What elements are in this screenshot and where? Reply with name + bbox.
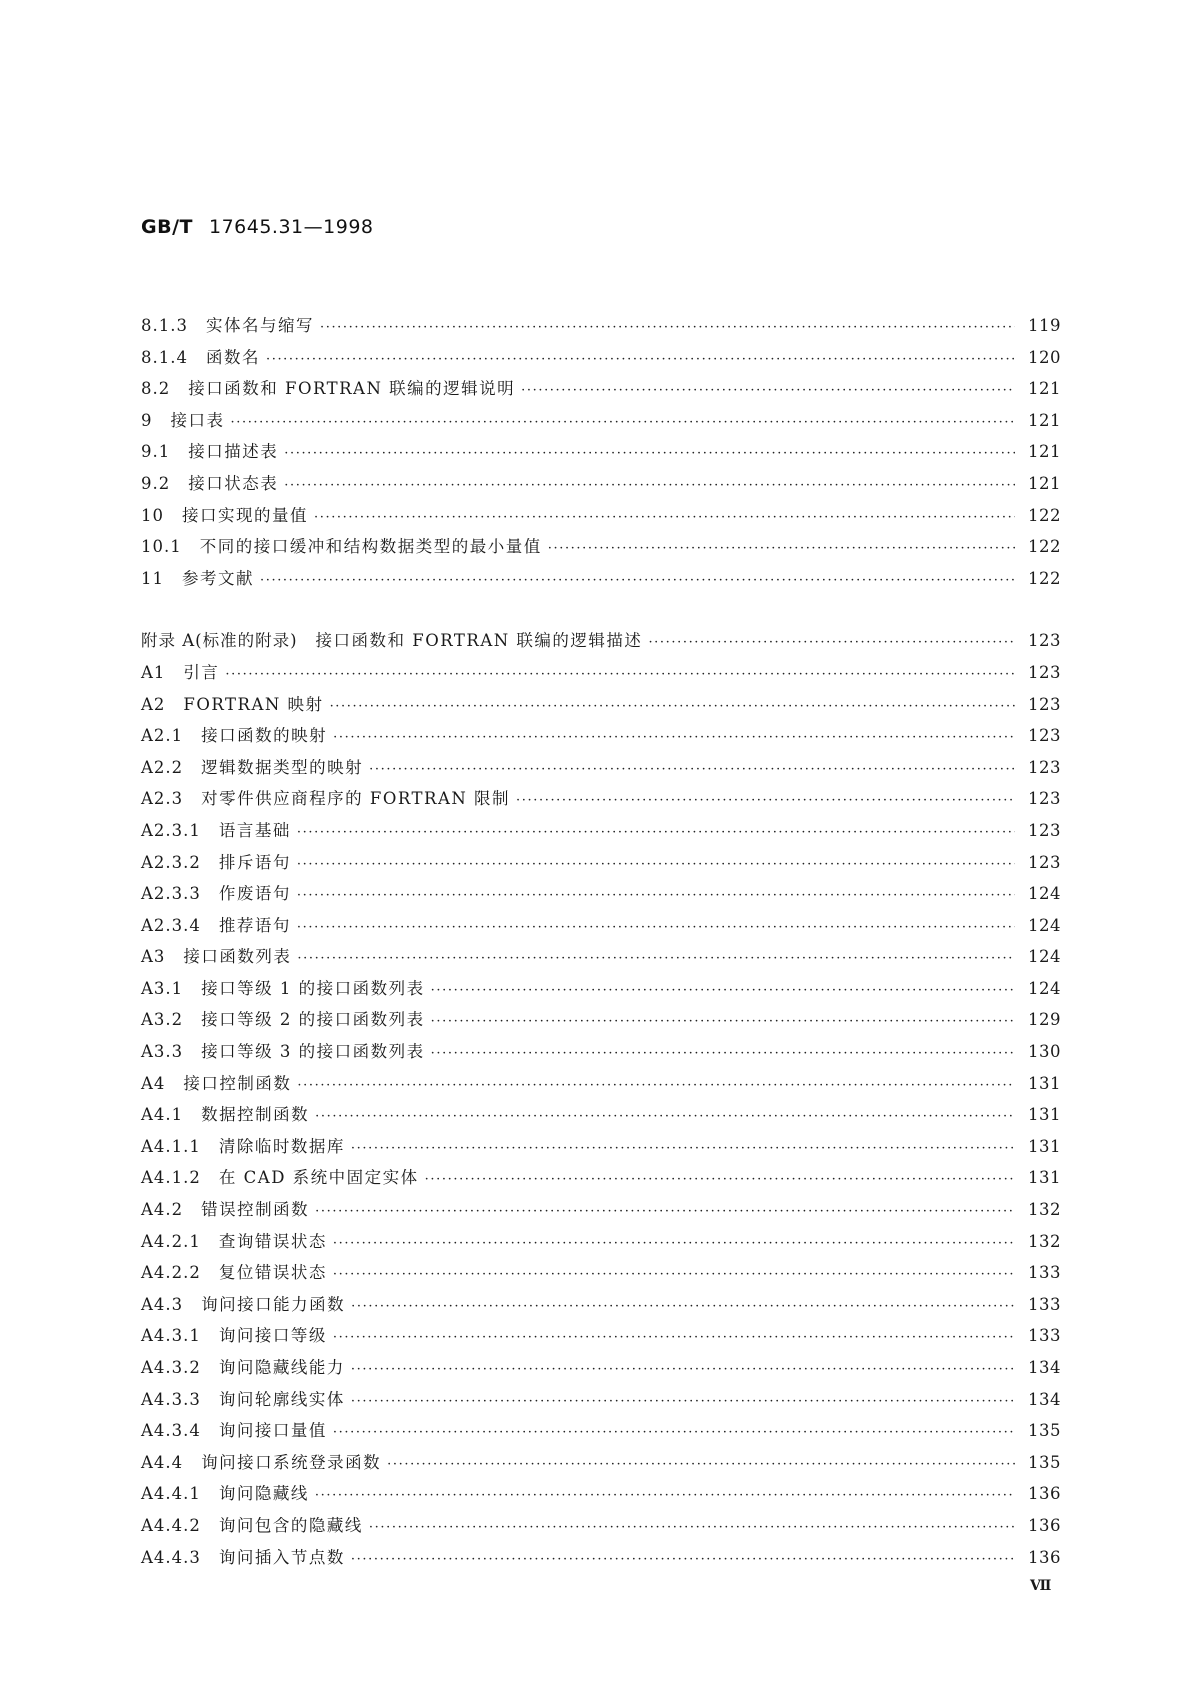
toc-entry-number: 8.2 [141, 379, 171, 399]
toc-entry-page: 123 [1028, 757, 1061, 777]
toc-entry [141, 531, 1061, 563]
toc-entry-title: 复位错误状态 [218, 1263, 327, 1283]
toc-entry-page: 124 [1028, 978, 1061, 998]
toc-entry [141, 1352, 1061, 1384]
dot-leader [225, 659, 1015, 691]
dot-leader [297, 1070, 1015, 1102]
toc-entry-number: A4.3.3 [141, 1389, 201, 1409]
toc-entry-number: 11 [141, 568, 164, 588]
toc-entry [141, 1289, 1061, 1321]
toc-entry-page: 134 [1028, 1358, 1061, 1377]
toc-entry-page: 122 [1028, 505, 1061, 525]
toc-entry-page: 123 [1028, 662, 1061, 682]
toc-entry-page: 131 [1028, 1168, 1061, 1188]
toc-entry-title: 语言基础 [218, 820, 291, 840]
toc-entry [141, 752, 1061, 784]
toc-entry-number: A2.3.2 [141, 852, 201, 872]
toc-entry-page: 131 [1028, 1136, 1061, 1156]
toc-entry-title: 作废语句 [218, 884, 291, 904]
toc-entry-title: 接口等级 2 的接口函数列表 [201, 1010, 425, 1030]
toc-entry-page: 121 [1028, 473, 1061, 493]
dot-leader [231, 407, 1016, 439]
toc-entry-title: 实体名与缩写 [205, 316, 314, 335]
toc-entry-page: 123 [1028, 789, 1061, 809]
toc-entry-title: 接口状态表 [188, 473, 279, 493]
dot-leader [314, 502, 1015, 534]
toc-entry-number: A4.3 [141, 1294, 184, 1314]
toc-entry [141, 1162, 1061, 1194]
toc-entry-title: 接口函数和 FORTRAN 联编的逻辑说明 [188, 379, 516, 399]
toc-entry-page: 124 [1028, 915, 1061, 935]
toc-entry-number: A4.2 [141, 1200, 184, 1220]
toc-entry [141, 1226, 1061, 1258]
toc-entry-page: 136 [1028, 1547, 1061, 1567]
toc-entry-number: 8.1.4 [141, 347, 188, 367]
toc-entry-number: A2.2 [141, 757, 184, 777]
toc-entry-title: 询问接口能力函数 [201, 1294, 346, 1314]
toc-entry-number: A3.2 [141, 1010, 184, 1030]
toc-entry-title: 接口函数列表 [183, 947, 292, 967]
toc-entry-page: 124 [1028, 947, 1061, 967]
toc-entry [141, 720, 1061, 752]
toc-entry-title: 接口控制函数 [183, 1073, 292, 1093]
toc-entry [141, 310, 1061, 342]
toc-entry [141, 1320, 1061, 1352]
dot-leader [425, 1164, 1015, 1196]
toc-entry [141, 1447, 1061, 1479]
dot-leader [351, 1354, 1015, 1386]
toc-entry-title: 接口等级 1 的接口函数列表 [201, 978, 425, 998]
toc-entry [141, 657, 1061, 689]
dot-leader [330, 691, 1015, 723]
toc-entry-page: 133 [1028, 1294, 1061, 1314]
dot-leader [320, 312, 1015, 344]
toc-entry-number: A4.1.1 [141, 1136, 201, 1156]
toc-entry [141, 1194, 1061, 1226]
document-header [141, 216, 374, 238]
toc-entry [141, 1099, 1061, 1131]
toc-entry-page: 121 [1028, 410, 1061, 430]
toc-entry [141, 373, 1061, 405]
toc-entry-number: A4.4.3 [141, 1547, 201, 1567]
dot-leader [284, 438, 1015, 470]
toc-entry-title: 询问隐藏线能力 [218, 1358, 345, 1377]
toc-entry-number: A2 [141, 694, 166, 714]
toc-entry-page: 121 [1028, 442, 1061, 462]
toc-entry-title: 接口表 [170, 410, 225, 430]
toc-entry-number: 10 [141, 505, 164, 525]
toc-entry [141, 910, 1061, 942]
dot-leader [431, 1038, 1015, 1070]
toc-entry-title: 询问接口等级 [218, 1326, 327, 1346]
dot-leader [315, 1196, 1015, 1228]
toc-entry-number: A4.4.2 [141, 1515, 201, 1535]
toc-entry-number: A3.1 [141, 978, 184, 998]
toc-entry-page: 134 [1028, 1389, 1061, 1409]
toc-entry [141, 468, 1061, 500]
toc-entry-number: A4.2.1 [141, 1231, 201, 1251]
toc-entry-title: 错误控制函数 [201, 1200, 310, 1220]
toc-entry-title: 询问包含的隐藏线 [218, 1515, 363, 1535]
toc-entry-number: A1 [141, 662, 166, 682]
toc-entry-number: 9.1 [141, 442, 171, 462]
dot-leader [369, 1512, 1015, 1544]
toc-entry [141, 1542, 1061, 1574]
toc-entry-page: 123 [1028, 631, 1061, 651]
toc-entry-number: A2.3.3 [141, 884, 201, 904]
toc-entry-title: 逻辑数据类型的映射 [201, 757, 364, 777]
toc-entry-title: 询问接口系统登录函数 [201, 1452, 382, 1472]
toc-entry-title: 查询错误状态 [218, 1231, 327, 1251]
toc-entry-page: 129 [1028, 1010, 1061, 1030]
toc-entry [141, 878, 1061, 910]
toc-entry-page: 123 [1028, 852, 1061, 872]
toc-entry-title: 接口实现的量值 [182, 505, 308, 525]
toc-entry [141, 783, 1061, 815]
dot-leader [297, 912, 1015, 944]
dot-leader [351, 1133, 1015, 1165]
toc-entry-number: A4.3.2 [141, 1358, 201, 1377]
toc-entry-page: 131 [1028, 1073, 1061, 1093]
toc-entry-page: 123 [1028, 820, 1061, 840]
toc-entry-title: 数据控制函数 [201, 1105, 310, 1125]
toc-entry-title: 询问接口量值 [218, 1421, 327, 1441]
toc-entry [141, 973, 1061, 1005]
toc-entry-title: 接口描述表 [188, 442, 279, 462]
toc-entry-number: A2.3 [141, 789, 184, 809]
toc-entry-page: 136 [1028, 1515, 1061, 1535]
toc-entry-number: A3.3 [141, 1042, 184, 1062]
toc-entry [141, 1004, 1061, 1036]
toc-entry-page: 133 [1028, 1326, 1061, 1346]
toc-entry-page: 132 [1028, 1231, 1061, 1251]
toc-entry-number: A4.4 [141, 1452, 184, 1472]
toc-entry [141, 1478, 1061, 1510]
toc-entry-title: 询问插入节点数 [218, 1547, 345, 1567]
dot-leader [315, 1480, 1015, 1512]
standard-code: GB/T [141, 216, 193, 238]
toc-entry-page: 119 [1028, 316, 1061, 335]
toc-entry [141, 436, 1061, 468]
toc-entry [141, 1068, 1061, 1100]
dot-leader [351, 1291, 1015, 1323]
dot-leader [297, 849, 1015, 881]
dot-leader [333, 722, 1015, 754]
toc-entry-page: 122 [1028, 568, 1061, 588]
toc-entry-number: A3 [141, 947, 166, 967]
toc-entry [141, 689, 1061, 721]
toc-entry-title: 参考文献 [182, 568, 254, 588]
toc-entry [141, 405, 1061, 437]
section-gap [141, 594, 1061, 625]
toc-entry-number: A2.3.1 [141, 820, 201, 840]
toc-entry-title: 接口等级 3 的接口函数列表 [201, 1042, 425, 1062]
toc-entry-title: 函数名 [205, 347, 260, 367]
toc-entry-number: 附录 A(标准的附录) [141, 631, 298, 651]
dot-leader [266, 344, 1015, 376]
toc-entry [141, 563, 1061, 595]
dot-leader [297, 880, 1015, 912]
toc-entry-page: 130 [1028, 1042, 1061, 1062]
dot-leader [333, 1322, 1015, 1354]
toc-entry [141, 1036, 1061, 1068]
page-number: Ⅶ [1030, 1578, 1053, 1594]
dot-leader [315, 1101, 1015, 1133]
toc-entry-page: 122 [1028, 537, 1061, 557]
toc-entry [141, 342, 1061, 374]
dot-leader [516, 785, 1015, 817]
toc-entry-page: 124 [1028, 884, 1061, 904]
dot-leader [648, 627, 1015, 659]
toc-entry-page: 133 [1028, 1263, 1061, 1283]
toc-entry-title: 接口函数的映射 [201, 726, 328, 746]
toc-entry-title: 不同的接口缓冲和结构数据类型的最小量值 [199, 537, 542, 557]
toc-entry-number: A4.3.4 [141, 1421, 201, 1441]
toc-entry [141, 1257, 1061, 1289]
dot-leader [333, 1259, 1015, 1291]
dot-leader [387, 1449, 1015, 1481]
dot-leader [351, 1544, 1015, 1576]
toc-entry-title: 引言 [183, 662, 220, 682]
toc-entry-number: A4.3.1 [141, 1326, 201, 1346]
toc-entry [141, 1131, 1061, 1163]
dot-leader [333, 1228, 1015, 1260]
toc-entry [141, 1384, 1061, 1416]
toc-entry-page: 135 [1028, 1452, 1061, 1472]
toc-section-appendix [141, 625, 1061, 1573]
toc-entry-title: FORTRAN 映射 [183, 694, 324, 714]
toc-entry-number: A2.1 [141, 726, 184, 746]
table-of-contents [141, 310, 1061, 1573]
toc-entry-number: A2.3.4 [141, 915, 201, 935]
toc-entry-title: 对零件供应商程序的 FORTRAN 限制 [201, 789, 511, 809]
dot-leader [369, 754, 1015, 786]
toc-entry-page: 123 [1028, 726, 1061, 746]
dot-leader [333, 1417, 1015, 1449]
toc-entry-number: 9.2 [141, 473, 171, 493]
toc-entry-number: A4.4.1 [141, 1484, 201, 1504]
toc-entry-number: A4.2.2 [141, 1263, 201, 1283]
toc-entry-page: 120 [1028, 347, 1061, 367]
dot-leader [284, 470, 1015, 502]
dot-leader [297, 817, 1015, 849]
toc-entry [141, 941, 1061, 973]
toc-entry-number: 10.1 [141, 537, 182, 557]
dot-leader [431, 975, 1015, 1007]
dot-leader [548, 533, 1015, 565]
dot-leader [521, 375, 1015, 407]
toc-entry-title: 排斥语句 [218, 852, 291, 872]
toc-entry-title: 清除临时数据库 [218, 1136, 345, 1156]
toc-entry-number: 8.1.3 [141, 316, 188, 335]
dot-leader [351, 1386, 1015, 1418]
toc-entry-number: A4.1 [141, 1105, 184, 1125]
standard-number: 17645.31—1998 [208, 216, 374, 238]
dot-leader [297, 943, 1015, 975]
toc-entry-page: 135 [1028, 1421, 1061, 1441]
toc-entry-page: 121 [1028, 379, 1061, 399]
toc-entry [141, 1415, 1061, 1447]
toc-entry-title: 推荐语句 [218, 915, 291, 935]
dot-leader [431, 1006, 1015, 1038]
toc-entry [141, 1510, 1061, 1542]
toc-entry [141, 625, 1061, 657]
toc-entry-title: 询问轮廓线实体 [218, 1389, 345, 1409]
toc-entry [141, 815, 1061, 847]
toc-entry-title: 在 CAD 系统中固定实体 [218, 1168, 419, 1188]
toc-entry-page: 132 [1028, 1200, 1061, 1220]
toc-entry-page: 123 [1028, 694, 1061, 714]
toc-entry-number: A4.1.2 [141, 1168, 201, 1188]
toc-section-main [141, 310, 1061, 594]
toc-entry-number: A4 [141, 1073, 166, 1093]
toc-entry-page: 136 [1028, 1484, 1061, 1504]
toc-entry [141, 500, 1061, 532]
toc-entry-title: 询问隐藏线 [218, 1484, 309, 1504]
toc-entry [141, 847, 1061, 879]
toc-entry-title: 接口函数和 FORTRAN 联编的逻辑描述 [315, 631, 643, 651]
dot-leader [260, 565, 1015, 597]
toc-entry-page: 131 [1028, 1105, 1061, 1125]
toc-entry-number: 9 [141, 410, 153, 430]
